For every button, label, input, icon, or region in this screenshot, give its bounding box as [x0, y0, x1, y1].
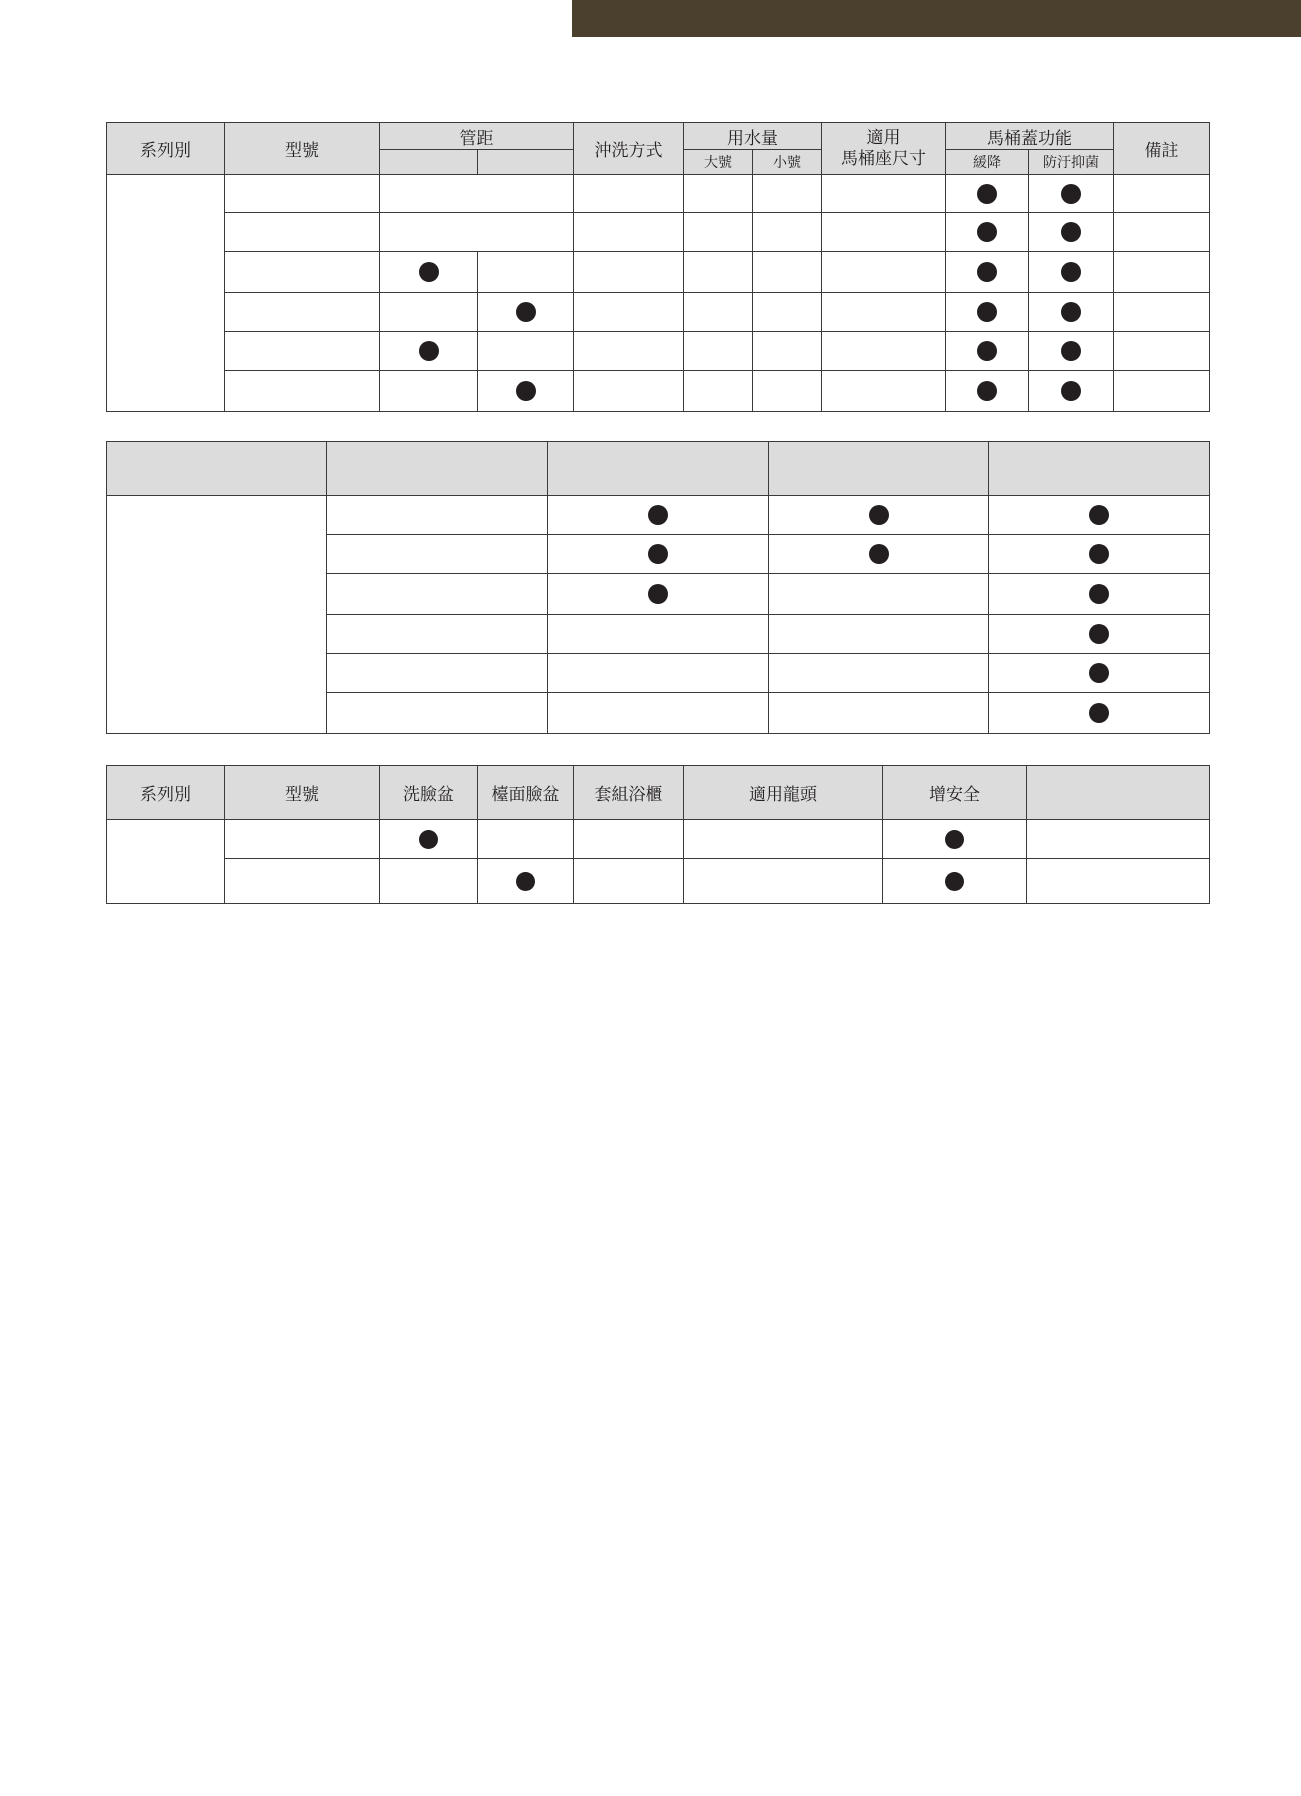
top-color-bar	[572, 0, 1301, 37]
seat-col5-cell	[989, 654, 1210, 693]
basin-header-series: 系列別	[107, 766, 225, 820]
seat-col3-cell	[548, 535, 769, 574]
filled-circle-icon	[1089, 663, 1109, 683]
pipe-distance-b-cell	[478, 332, 574, 371]
seat-col5-cell	[989, 496, 1210, 535]
header-model: 型號	[225, 123, 380, 175]
filled-circle-icon	[516, 872, 535, 891]
table-row	[107, 496, 1210, 535]
filled-circle-icon	[1061, 184, 1081, 204]
seat-col5-cell	[989, 574, 1210, 615]
seat-col4-cell	[769, 535, 989, 574]
soft-close-cell	[946, 332, 1029, 371]
flush-method-cell	[574, 252, 684, 293]
basin-header-added-safety: 增安全	[883, 766, 1027, 820]
soft-close-cell	[946, 252, 1029, 293]
vanity-set-cell	[574, 859, 684, 904]
half-flush-cell	[753, 213, 822, 252]
filled-circle-icon	[869, 505, 889, 525]
filled-circle-icon	[977, 341, 997, 361]
seat-size-cell	[822, 213, 946, 252]
table-row	[107, 371, 1210, 412]
pipe-distance-a-cell	[380, 371, 478, 412]
soft-close-cell	[946, 293, 1029, 332]
wash-basin-cell	[380, 859, 478, 904]
flush-method-cell	[574, 293, 684, 332]
remarks-cell	[1114, 175, 1210, 213]
seat-col4-cell	[769, 574, 989, 615]
model-cell	[225, 332, 380, 371]
remarks-cell	[1114, 332, 1210, 371]
remarks-cell	[1114, 213, 1210, 252]
table-row	[107, 175, 1210, 213]
seat-col4-cell	[769, 654, 989, 693]
filled-circle-icon	[977, 302, 997, 322]
pipe-distance-cell	[380, 213, 574, 252]
filled-circle-icon	[945, 872, 964, 891]
table-row	[107, 293, 1210, 332]
header-series: 系列別	[107, 123, 225, 175]
header-seat-size-line1: 適用	[866, 127, 901, 148]
seat-col3-cell	[548, 615, 769, 654]
seat-model-cell	[327, 496, 548, 535]
pipe-distance-b-cell	[478, 371, 574, 412]
seat-col3-cell	[548, 574, 769, 615]
seat-model-cell	[327, 654, 548, 693]
seat-model-cell	[327, 574, 548, 615]
basin-header-vanity-set: 套組浴櫃	[574, 766, 684, 820]
antibacterial-cell	[1029, 213, 1114, 252]
flush-method-cell	[574, 332, 684, 371]
header-pipe-distance-b	[478, 150, 574, 175]
header-flush-method: 沖洗方式	[574, 123, 684, 175]
vanity-set-cell	[574, 820, 684, 859]
basin-header-wash-basin: 洗臉盆	[380, 766, 478, 820]
antibacterial-cell	[1029, 293, 1114, 332]
half-flush-cell	[753, 252, 822, 293]
full-flush-cell	[684, 252, 753, 293]
added-safety-cell	[883, 820, 1027, 859]
basin-header-model: 型號	[225, 766, 380, 820]
seat-size-cell	[822, 175, 946, 213]
soft-close-cell	[946, 213, 1029, 252]
seat-size-cell	[822, 371, 946, 412]
counter-basin-cell	[478, 859, 574, 904]
half-flush-cell	[753, 293, 822, 332]
basin-blank-cell	[1027, 820, 1210, 859]
filled-circle-icon	[869, 544, 889, 564]
full-flush-cell	[684, 213, 753, 252]
remarks-cell	[1114, 293, 1210, 332]
soft-close-cell	[946, 371, 1029, 412]
antibacterial-cell	[1029, 175, 1114, 213]
seat-col3-cell	[548, 654, 769, 693]
filled-circle-icon	[419, 262, 439, 282]
seat-header-3	[548, 442, 769, 496]
table-row	[107, 213, 1210, 252]
half-flush-cell	[753, 371, 822, 412]
seat-size-cell	[822, 293, 946, 332]
seat-series-cell	[107, 496, 327, 734]
header-antibacterial: 防汙抑菌	[1029, 150, 1114, 175]
full-flush-cell	[684, 371, 753, 412]
filled-circle-icon	[1061, 302, 1081, 322]
table-row	[107, 820, 1210, 859]
filled-circle-icon	[648, 544, 668, 564]
seat-header-4	[769, 442, 989, 496]
model-cell	[225, 252, 380, 293]
filled-circle-icon	[1061, 262, 1081, 282]
filled-circle-icon	[516, 381, 536, 401]
pipe-distance-b-cell	[478, 252, 574, 293]
half-flush-cell	[753, 332, 822, 371]
filled-circle-icon	[977, 262, 997, 282]
seat-col4-cell	[769, 693, 989, 734]
wash-basin-cell	[380, 820, 478, 859]
filled-circle-icon	[1089, 544, 1109, 564]
table-row	[107, 859, 1210, 904]
filled-circle-icon	[419, 830, 438, 849]
seat-col4-cell	[769, 615, 989, 654]
filled-circle-icon	[945, 830, 964, 849]
header-half-flush: 小號	[753, 150, 822, 175]
seat-spec-table	[106, 441, 1210, 734]
seat-col5-cell	[989, 615, 1210, 654]
full-flush-cell	[684, 175, 753, 213]
remarks-cell	[1114, 252, 1210, 293]
header-remarks: 備註	[1114, 123, 1210, 175]
pipe-distance-a-cell	[380, 293, 478, 332]
pipe-distance-a-cell	[380, 252, 478, 293]
model-cell	[225, 371, 380, 412]
seat-header-2	[327, 442, 548, 496]
seat-col3-cell	[548, 693, 769, 734]
filled-circle-icon	[648, 584, 668, 604]
seat-size-cell	[822, 252, 946, 293]
counter-basin-cell	[478, 820, 574, 859]
filled-circle-icon	[1089, 624, 1109, 644]
header-pipe-distance-a	[380, 150, 478, 175]
basin-series-cell	[107, 820, 225, 904]
header-seat-size	[822, 123, 946, 175]
filled-circle-icon	[419, 341, 439, 361]
flush-method-cell	[574, 213, 684, 252]
full-flush-cell	[684, 332, 753, 371]
filled-circle-icon	[977, 222, 997, 242]
basin-model-cell	[225, 859, 380, 904]
model-cell	[225, 175, 380, 213]
basin-blank-cell	[1027, 859, 1210, 904]
seat-model-cell	[327, 615, 548, 654]
table-row	[107, 332, 1210, 371]
series-cell	[107, 175, 225, 412]
filled-circle-icon	[1061, 381, 1081, 401]
full-flush-cell	[684, 293, 753, 332]
header-seat-size-line2: 馬桶座尺寸	[841, 148, 926, 169]
pipe-distance-b-cell	[478, 293, 574, 332]
basin-header-counter-basin: 檯面臉盆	[478, 766, 574, 820]
header-pipe-distance: 管距	[380, 123, 574, 150]
seat-size-cell	[822, 332, 946, 371]
filled-circle-icon	[648, 505, 668, 525]
half-flush-cell	[753, 175, 822, 213]
table-row	[107, 252, 1210, 293]
filled-circle-icon	[1089, 584, 1109, 604]
faucet-cell	[684, 859, 883, 904]
model-cell	[225, 293, 380, 332]
header-full-flush: 大號	[684, 150, 753, 175]
antibacterial-cell	[1029, 332, 1114, 371]
basin-spec-table	[106, 765, 1210, 904]
basin-header-faucet: 適用龍頭	[684, 766, 883, 820]
seat-header-1	[107, 442, 327, 496]
antibacterial-cell	[1029, 252, 1114, 293]
basin-header-blank	[1027, 766, 1210, 820]
seat-col3-cell	[548, 496, 769, 535]
filled-circle-icon	[1089, 505, 1109, 525]
filled-circle-icon	[977, 184, 997, 204]
antibacterial-cell	[1029, 371, 1114, 412]
filled-circle-icon	[1061, 341, 1081, 361]
header-soft-close: 緩降	[946, 150, 1029, 175]
header-water-usage: 用水量	[684, 123, 822, 150]
basin-model-cell	[225, 820, 380, 859]
seat-model-cell	[327, 693, 548, 734]
pipe-distance-cell	[380, 175, 574, 213]
filled-circle-icon	[1061, 222, 1081, 242]
filled-circle-icon	[516, 302, 536, 322]
seat-model-cell	[327, 535, 548, 574]
seat-header-5	[989, 442, 1210, 496]
model-cell	[225, 213, 380, 252]
seat-col5-cell	[989, 693, 1210, 734]
seat-col5-cell	[989, 535, 1210, 574]
filled-circle-icon	[977, 381, 997, 401]
header-lid-function: 馬桶蓋功能	[946, 123, 1114, 150]
flush-method-cell	[574, 371, 684, 412]
remarks-cell	[1114, 371, 1210, 412]
faucet-cell	[684, 820, 883, 859]
flush-method-cell	[574, 175, 684, 213]
pipe-distance-a-cell	[380, 332, 478, 371]
filled-circle-icon	[1089, 703, 1109, 723]
toilet-spec-table	[106, 122, 1210, 412]
seat-col4-cell	[769, 496, 989, 535]
added-safety-cell	[883, 859, 1027, 904]
soft-close-cell	[946, 175, 1029, 213]
